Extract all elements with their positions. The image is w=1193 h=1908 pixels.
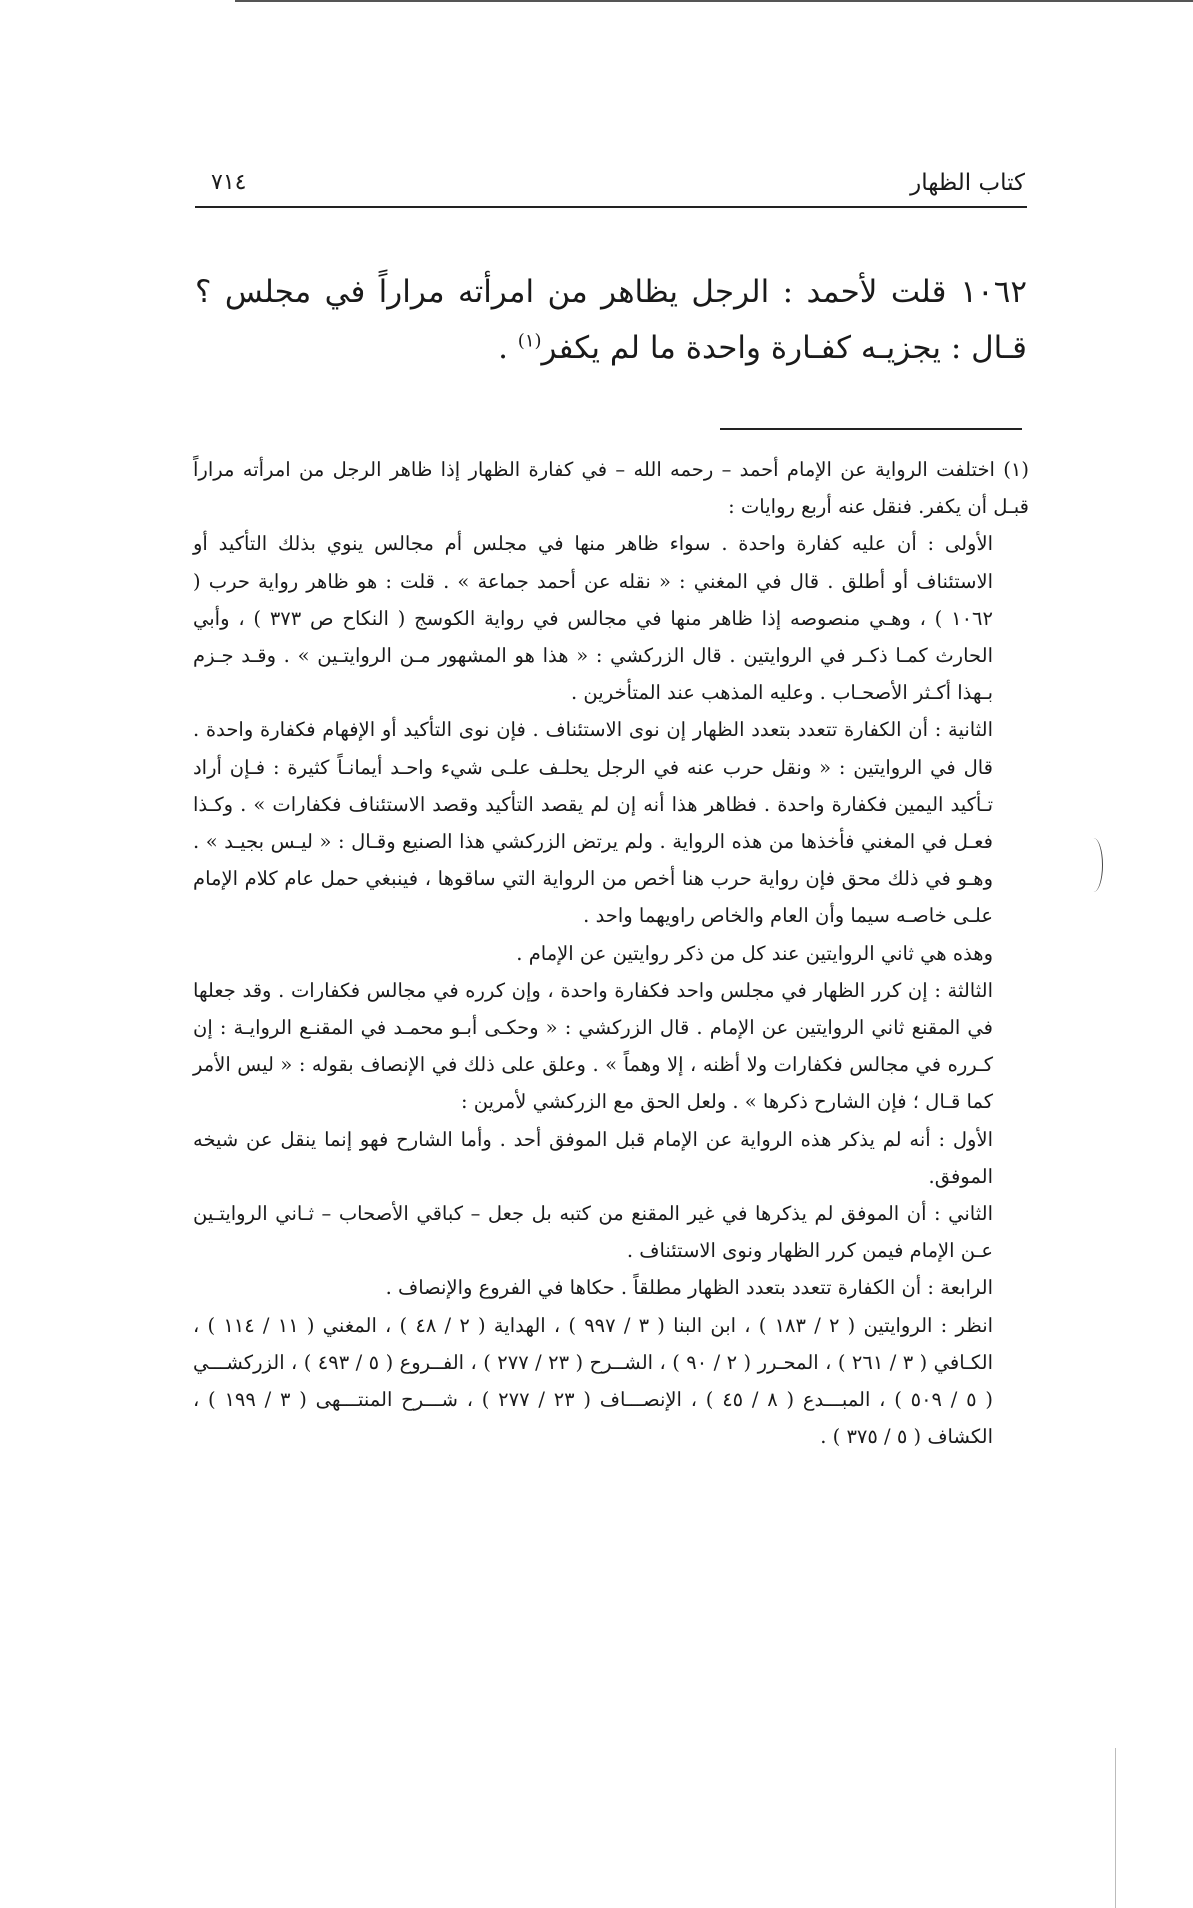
footnote-paragraph: الأول : أنه لم يذكر هذه الرواية عن الإمام قبل الموفق أحد . وأما الشارح فهو إنما ينقل عن شيخه الموفق. (193, 1127, 993, 1188)
footnote-marker: (١) (1003, 458, 1029, 481)
page-number: ٧١٤ (211, 170, 247, 195)
scan-border-right (1115, 1748, 1116, 1908)
footnote-references: انظر : الروايتين ( ٢ / ١٨٣ ) ، ابن البنا ( ٣ / ٩٩٧ ) ، الهداية ( ٢ / ٤٨ ) ، المغني ( ١١ / ١١٤ ) ، الكـافي ( ٣ / ٢٦١ ) ، المحـرر ( ٢ / ٩٠ ) ، الشــرح ( ٢٣ / ٢٧٧ ) ، الفــروع ( ٥ / ٤٩٣ ) ، الزركشـــي ( ٥ / ٥٠٩ ) ، المبـــدع ( ٨ / ٤٥ ) ، الإنصـــاف ( ٢٣ / ٢٧٧ ) ، شـــرح المنتـــهى ( ٣ / ١٩٩ ) ، الكشاف ( ٥ / ٣٧٥ ) . (193, 1313, 994, 1449)
question-paragraph (195, 264, 1027, 376)
footnote-reference: (١) (517, 330, 542, 352)
footnote-block (193, 451, 1029, 1455)
footnote-paragraph: (١) اختلفت الرواية عن الإمام أحمد – رحمه الله – في كفارة الظهار إذا ظاهر الرجل من امرأته مراراً قبـل أن يكفر. فنقل عنه أربع روايات : (193, 458, 1029, 519)
footnote-paragraph: الرابعة : أن الكفارة تتعدد بتعدد الظهار مطلقاً . حكاها في الفروع والإنصاف . (385, 1276, 993, 1300)
scan-border-top (235, 0, 1193, 2)
running-title: كتاب الظهار (910, 170, 1025, 196)
question-text: قلت لأحمد : الرجل يظاهر من امرأته مراراً في مجلس ؟ قـال : يجزيـه كفـارة واحدة ما لم يكفر (195, 274, 1027, 366)
scan-margin-mark (1084, 838, 1103, 892)
footnote-paragraph: الثاني : أن الموفق لم يذكرها في غير المقنع من كتبه بل جعل – كباقي الأصحاب – ثـاني الروايتـين عـن الإمام فيمن كرر الظهار ونوى الاستئناف . (193, 1202, 993, 1263)
footnote-separator (720, 428, 1022, 430)
footnote-paragraph: وهذه هي ثاني الروايتين عند كل من ذكر روايتين عن الإمام . (516, 941, 993, 965)
footnote-paragraph: الثالثة : إن كرر الظهار في مجلس واحد فكفارة واحدة ، وإن كرره في مجالس فكفارات . وقد جعلها في المقنع ثاني الروايتين عن الإمام . قال الزركشي : « وحكـى أبـو محمـد في المقنـع الروايـة : إن كـرره في مجالس فكفارات ولا أظنه ، إلا وهماً » . وعلق على ذلك في الإنصاف بقوله : « ليس الأمر كما قـال ؛ فإن الشارح ذكرها » . ولعل الحق مع الزركشي لأمرين : (193, 978, 993, 1114)
footnote-paragraph: الثانية : أن الكفارة تتعدد بتعدد الظهار إن نوى الاستئناف . فإن نوى التأكيد أو الإفهام فكفارة واحدة . قال في الروايتين : « ونقل حرب عنه في الرجل يحلـف علـى شيء واحـد أيمانـاً كثيرة : فـإن أراد تـأكيد اليمين فكفارة واحدة . فظاهر هذا أنه إن لم يقصد التأكيد وقصد الاستئناف فكفارات » . وكـذا فعـل في المغني فأخذها من هذه الرواية . ولم يرتض الزركشي هذا الصنيع وقـال : « ليـس بجيـد » . وهـو في ذلك محق فإن رواية حرب هنا أخص من الرواية التي ساقوها ، فينبغي حمل عام كلام الإمام علـى خاصـه سيما وأن العام والخاص راويهما واحد . (193, 718, 993, 928)
footnote-paragraph: الأولى : أن عليه كفارة واحدة . سواء ظاهر منها في مجلس أم مجالس ينوي بذلك التأكيد أو الاستئناف أو أطلق . قال في المغني : « نقله عن أحمد جماعة » . قلت : هو ظاهر رواية حرب ( ١٠٦٢ ) ، وهـي منصوصه إذا ظاهر منها في مجالس في رواية الكوسج ( النكاح ص ٣٧٣ ) ، وأبي الحارث كمـا ذكـر في الروايتين . قال الزركشي : « هذا هو المشهور مـن الروايتـين » . وقـد جـزم بـهذا أكـثر الأصحـاب . وعليه المذهب عند المتأخرين . (193, 532, 993, 705)
page-header (195, 166, 1027, 208)
question-number: ١٠٦٢ (960, 274, 1027, 310)
question-end: . (498, 330, 518, 366)
